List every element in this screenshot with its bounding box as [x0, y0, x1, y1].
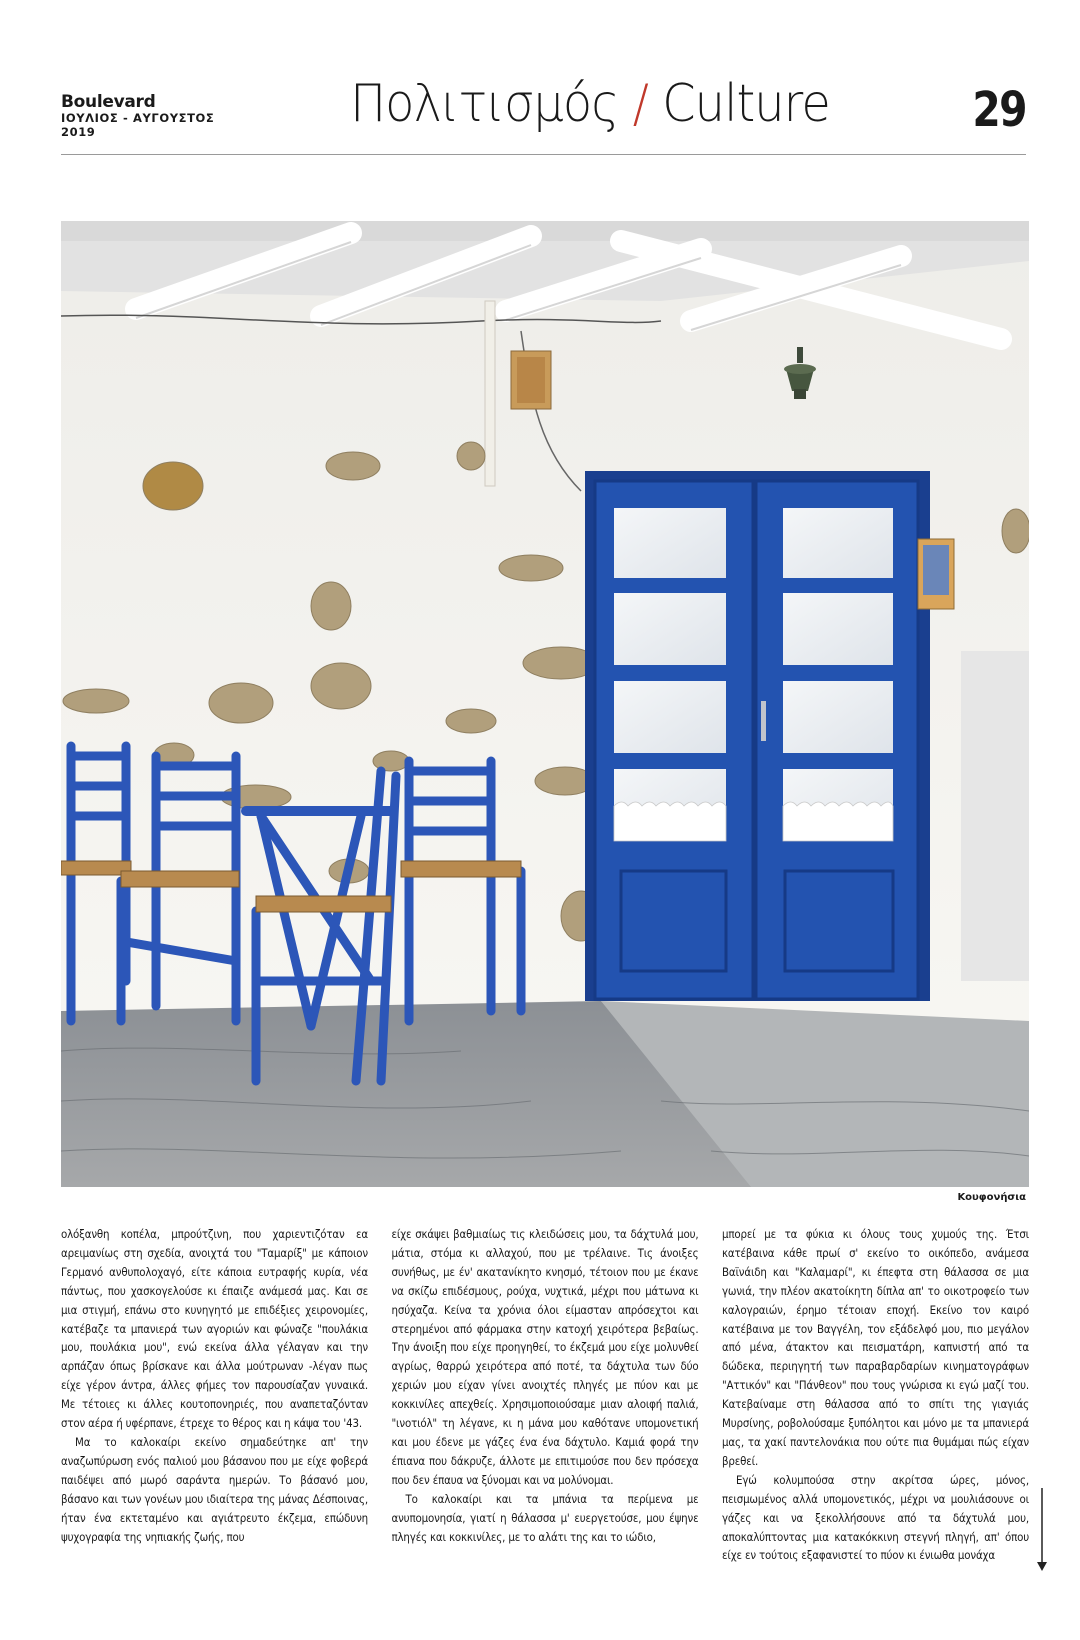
- page-number: 29: [972, 82, 1026, 138]
- text-column-3: [722, 1225, 1029, 1585]
- paragraph: είχε σκάψει βαθμιαίως τις κλειδώσεις μου, τα δάχτυλά μου, μάτια, στόμα κι αλλαχού, που με τρέλαινε. Τις άνοιξες συνήθως, με έν' ακατανίκητο κνησμό, τέτοιον που με έκανε να σκίζω επιδέσμους, ρούχα, νυχτικά, μέχρι που μάτωνα κι ησύχαζα. Κείνα τα χρόνια όλοι είμασταν απρόσεχτοι και στερημένοι από φάρμακα στην κατοχή χειρότερα βεβαίως. Την άνοιξη που είχε προηγηθεί, το έκζεμά μου είχε μολυνθεί αγρίως, θαρρώ χειρότερα από ποτέ, τα δάχτυλα των δύο χεριών μου είχαν γίνει ανοιχτές πληγές με πύον και με κοκκινίλες απεχθείς. Χρησιμοποιούσαμε μιαν αλοιφή παλιά, "ινοτιόλ" τη λέγανε, κι η μάνα μου καθότανε υπομονετική και μου έδενε με γάζες ένα ένα δάχτυλο. Καμιά φορά την έπιανα που δάκρυζε, άλλοτε με επιτιμούσε που δεν πρόσεχα που δεν έπαυα να ξύνομαι και να μολύνομαι.: [391, 1227, 699, 1487]
- photo-caption: Κουφονήσια: [957, 1192, 1026, 1203]
- text-column-2: [392, 1225, 699, 1585]
- section-title-greek: Πολιτισμός: [350, 74, 619, 134]
- masthead: [61, 93, 251, 139]
- issue-date: ΙΟΥΛΙΟΣ - ΑΥΓΟΥΣΤΟΣ 2019: [61, 111, 215, 139]
- paragraph: Το καλοκαίρι και τα μπάνια τα περίμενα με ανυπομονησία, γιατί η θάλασσα μ' ευεργετούσε, μου έψηνε πληγές και κοκκινίλες, με το αλάτι της και το ιώδιο,: [391, 1491, 699, 1544]
- paragraph: μπορεί με τα φύκια κι όλους τους χυμούς της. Έτσι κατέβαινα κάθε πρωί σ' εκείνο το οικόπεδο, ανάμεσα Βαϊνάιδη και "Καλαμαρί", κι έπεφτα στη θάλασσα σε μια γωνιά, την πλέον ακατοίκητη δίπλα απ' το οικοτροφείο των καλογραιών, έρημο τέτοιαν εποχή. Εκείνο τον καιρό κατέβαινα με τον Βαγγέλη, τον εξάδελφό μου, πιο μεγάλον από μένα, άτακτον και πεισματάρη, καπνιστή από τα δώδεκα, περιηγητή των παραβαρδαρίων κινηματογράφων "Αττικόν" και "Πάνθεον" που τους γνώρισα κι εγώ μαζί του. Κατεβαίναμε στη θάλασσα από το σπίτι της γιαγιάς Μυρσίνης, ροβολούσαμε ξυπόλητοι και μόνο με τα μπανιερά μας, τα χακί παντελονάκια που ούτε πια θυμάμαι πώς είχαν βρεθεί.: [722, 1227, 1029, 1468]
- text-column-1: [61, 1225, 368, 1585]
- header-divider: [61, 154, 1026, 155]
- section-title: [286, 74, 893, 134]
- paragraph: ολόξανθη κοπέλα, μπρούτζινη, που χαριεντιζόταν εα αρειμανίως στη σχεδία, ανοιχτά του "Ταμαρίξ" με κάποιον Γερμανό ανθυπολοχαγό, είτε κάποια ευτραφής κυρία, νέα πάντως, που χασκογελούσε κι έπαιζε ανάμεσά μας. Και σε μια στιγμή, επάνω στο κυνηγητό με επιδέξιες χειρονομίες, κατέβαζε τα μπανιερά των αγοριών και φώναζε "πουλάκια μου, πουλάκια μου", ενώ εκείνα άλλα γέλαγαν και την αρπάζαν όπως βρίσκανε και άλλα μούτρωναν -λέγαν πως είχε γέρον άντρα, άλλες φήμες τον παρουσίαζαν γυναικά. Με τέτοιες κι άλλες κουτοπονηριές, που αναπεταζόνταν στον αέρα ή υφέρπανε, έτρεχε το θέρος και η κάψα του '43.: [61, 1227, 368, 1431]
- wooden-post: [485, 301, 495, 486]
- section-title-separator: /: [632, 74, 648, 134]
- magazine-name: Boulevard: [61, 92, 156, 112]
- paragraph: Εγώ κολυμπούσα στην ακρίτσα ώρες, μόνος, πεισμωμένος αλλά υπομονετικός, μέχρι να μουλιάσουνε οι γάζες και να ξεκολλήσουνε από τα δάχτυλά μου, αποκαλύπτοντας μια κατακόκκινη στεγνή πληγή, απ' όπου είχε εν τούτοις εξαφανιστεί το πύον κι ένιωθα μονάχα: [722, 1472, 1029, 1563]
- blue-door: [585, 471, 930, 1001]
- icon-plaque: [918, 539, 954, 609]
- side-wall: [961, 651, 1029, 981]
- continue-arrow-icon: [1036, 1488, 1048, 1572]
- article-photo: [61, 221, 1029, 1187]
- paragraph: Μα το καλοκαίρι εκείνο σημαδεύτηκε απ' την αναζωπύρωση ενός παλιού μου βάσανου που με είχε φοβερά παιδέψει από μωρό σαράντα ημερών. Το βάσανό μου, βάσανο και των γονέων μου ιδιαίτερα της μάνας Δέσποινας, ήταν ένα εκτεταμένο και αγιάτρευτο έκζεμα, επώδυνη ψυχογραφία της νηπιακής ζωής, που: [61, 1434, 368, 1544]
- section-title-english: Culture: [662, 74, 830, 134]
- article-body: [61, 1225, 1029, 1585]
